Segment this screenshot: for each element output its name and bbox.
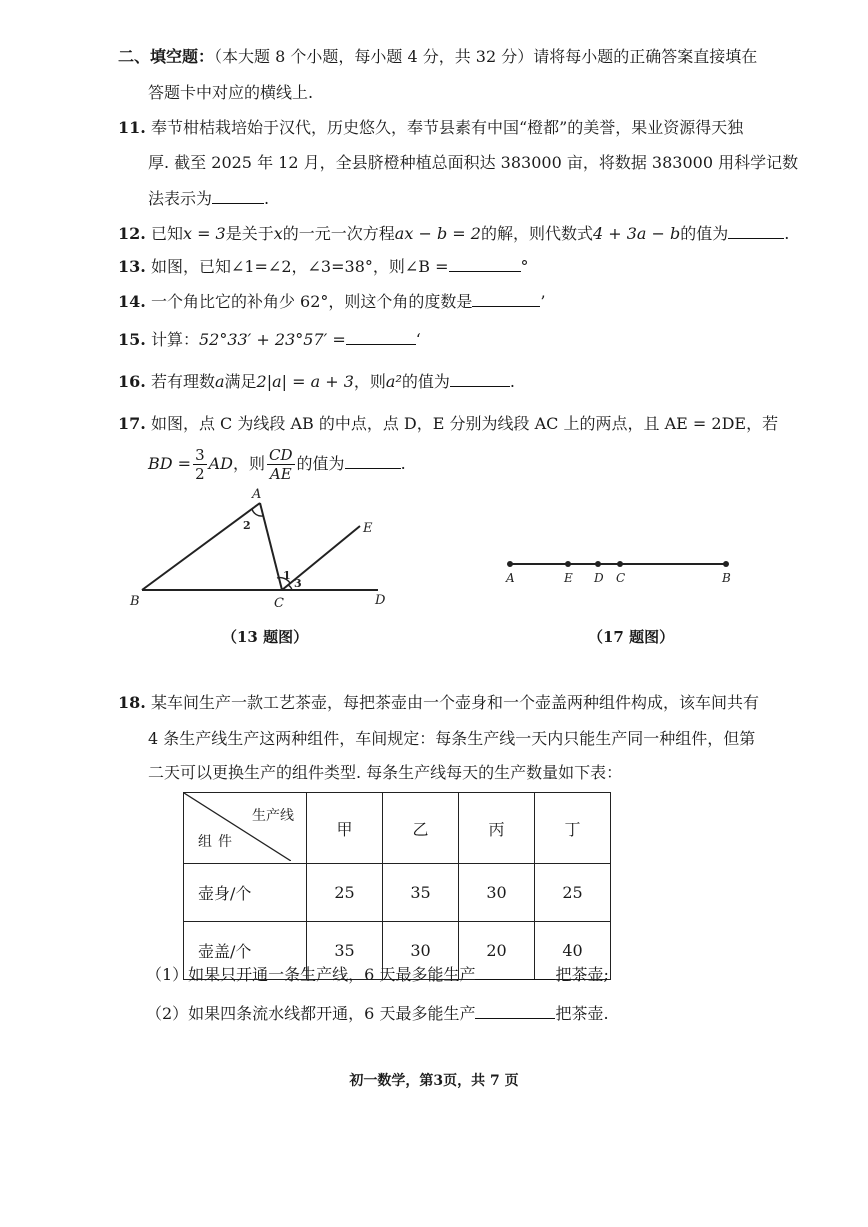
q17-number: 17. [118, 414, 146, 433]
q13-answer-blank[interactable] [449, 255, 521, 272]
q16-text3: ，则 [353, 372, 386, 391]
q11-line2: 厚. 截至 2025 年 12 月，全县脐橙种植总面积达 383000 亩，将数据 383000 用科学记数 [148, 153, 799, 172]
q18-sub2-end: 把茶壶. [555, 1004, 609, 1023]
q18-number: 18. [118, 693, 146, 712]
q17-answer-blank[interactable] [345, 452, 401, 469]
q15 [118, 328, 421, 351]
q18-sub1 [146, 963, 609, 986]
q16-end: . [509, 372, 515, 391]
q14-text: 一个角比它的补角少 62°，则这个角的度数是 [150, 292, 473, 311]
q16-math2: 2|a| = a + 3 [256, 372, 354, 391]
table-cell: 30 [459, 864, 535, 922]
angle-1-label: 1 [283, 569, 291, 582]
q18-sub2-text: （2）如果四条流水线都开通，6 天最多能生产 [146, 1004, 476, 1023]
q13-end: ° [520, 257, 529, 276]
q14-answer-blank[interactable] [472, 290, 540, 307]
table-cell: 40 [535, 922, 611, 980]
angle-3-label: 3 [294, 577, 302, 590]
table-cell: 25 [307, 864, 383, 922]
q17-fraction-3-2 [193, 446, 207, 483]
q17-frac1-top: 3 [195, 446, 205, 464]
q16-number: 16. [118, 372, 146, 391]
table-row [184, 864, 611, 922]
label-b: B [722, 571, 731, 585]
q12-end: . [784, 224, 790, 243]
q18-sub2-answer-blank[interactable] [475, 1002, 555, 1019]
q17-line2 [148, 444, 406, 484]
q17-bd: BD = [148, 454, 192, 473]
q17-text1: 如图，点 C 为线段 AB 的中点，点 D，E 分别为线段 AC 上的两点，且 AE = 2DE，若 [150, 414, 779, 433]
segment-ba [142, 503, 260, 590]
q16 [118, 370, 515, 393]
production-table [183, 792, 611, 980]
figure-13-diagram [120, 480, 400, 615]
q18-text1: 某车间生产一款工艺茶壶，每把茶壶由一个壶身和一个壶盖两种组件构成，该车间共有 [150, 693, 759, 712]
table-cell: 20 [459, 922, 535, 980]
q17-then: ，则 [233, 454, 266, 473]
label-b: B [130, 594, 140, 609]
q17-end: . [400, 454, 406, 473]
q14-end: ’ [540, 292, 546, 311]
figure-13-caption: （13 题图） [222, 628, 309, 646]
point-c [617, 561, 623, 567]
label-a: A [506, 571, 515, 585]
q14 [118, 290, 545, 313]
label-d: D [375, 593, 386, 608]
q18-sub2 [146, 1002, 609, 1025]
q18-line1 [118, 692, 759, 714]
point-d [595, 561, 601, 567]
q11-line3 [148, 187, 269, 210]
q12-text3: 的一元一次方程 [282, 224, 395, 243]
q12-text1: 已知 [150, 224, 183, 243]
q18-line2: 4 条生产线生产这两种组件，车间规定：每条生产线一天内只能生产同一种组件，但第 [148, 729, 756, 748]
q11-text1: 奉节柑桔栽培始于汉代，历史悠久，奉节县素有中国“橙都”的美誉，果业资源得天独 [150, 118, 744, 137]
table-row-label: 壶盖/个 [184, 922, 307, 980]
q17-line1 [118, 413, 778, 435]
q17-ad: AD [208, 454, 234, 473]
point-a [507, 561, 513, 567]
q15-text: 计算： [150, 330, 199, 349]
table-cell: 35 [383, 864, 459, 922]
q12-math2: x [273, 224, 283, 243]
point-e [565, 561, 571, 567]
q12-number: 12. [118, 224, 146, 243]
q12-math4: 4 + 3a − b [592, 224, 681, 243]
label-c: C [616, 571, 626, 585]
q16-math3: a² [385, 372, 402, 391]
label-c: C [274, 596, 284, 611]
figure-17-diagram [500, 550, 740, 590]
label-d: D [594, 571, 604, 585]
q12-math3: ax − b = 2 [394, 224, 481, 243]
label-e: E [564, 571, 573, 585]
q15-number: 15. [118, 330, 146, 349]
q11-end: . [264, 189, 270, 208]
section-header [118, 46, 757, 68]
q11-text3: 法表示为 [148, 189, 213, 208]
q14-number: 14. [118, 292, 146, 311]
q18-sub1-answer-blank[interactable] [475, 963, 555, 980]
q11-number: 11. [118, 118, 146, 137]
angle-2-label: 2 [243, 519, 251, 532]
table-row-label: 壶身/个 [184, 864, 307, 922]
q12-text4: 的解，则代数式 [480, 224, 593, 243]
table-cell: 30 [383, 922, 459, 980]
q12-math1: x = 3 [182, 224, 226, 243]
label-a: A [252, 487, 262, 502]
q12 [118, 222, 789, 245]
table-header-cell: 乙 [383, 793, 459, 864]
q15-answer-blank[interactable] [346, 328, 416, 345]
q16-math1: a [214, 372, 225, 391]
table-header-cell: 甲 [307, 793, 383, 864]
section-desc-line1: （本大题 8 个小题，每小题 4 分，共 32 分）请将每小题的正确答案直接填在 [214, 47, 758, 66]
q15-math: 52°33′ + 23°57′ = [198, 330, 346, 349]
q17-frac2-top: CD [269, 446, 293, 464]
corner-top-label: 生产线 [252, 808, 294, 824]
q13-number: 13. [118, 257, 146, 276]
table-header-cell: 丁 [535, 793, 611, 864]
q18-sub1-end: 把茶壶; [555, 965, 609, 984]
label-e: E [363, 521, 373, 536]
section-title: 二、填空题： [118, 47, 215, 66]
q16-answer-blank[interactable] [450, 370, 510, 387]
q12-text5: 的值为 [680, 224, 729, 243]
corner-bottom-label: 组件 [198, 834, 238, 850]
q13-text: 如图，已知∠1=∠2，∠3=38°，则∠B = [150, 257, 449, 276]
section-desc-line2: 答题卡中对应的横线上. [148, 83, 314, 102]
q12-answer-blank[interactable] [728, 222, 784, 239]
q13 [118, 255, 529, 278]
q16-text2: 满足 [224, 372, 257, 391]
q18-line3: 二天可以更换生产的组件类型. 每条生产线每天的生产数量如下表： [148, 763, 623, 782]
q15-end: ‘ [415, 330, 421, 349]
point-b [723, 561, 729, 567]
q12-text2: 是关于 [225, 224, 274, 243]
q16-text1: 若有理数 [150, 372, 215, 391]
q17-text-val: 的值为 [296, 454, 345, 473]
q17-frac1-bottom: 2 [195, 465, 205, 483]
q16-text4: 的值为 [401, 372, 450, 391]
table-header-cell: 丙 [459, 793, 535, 864]
table-cell: 35 [307, 922, 383, 980]
table-corner-cell [184, 793, 307, 864]
table-header-row [184, 793, 611, 864]
page-footer: 初一数学，第3页，共 7 页 [349, 1073, 519, 1089]
q11-answer-blank[interactable] [212, 187, 264, 204]
q17-fraction-cd-ae [267, 446, 295, 483]
q17-frac2-bottom: AE [269, 465, 292, 483]
q11-line1 [118, 117, 743, 139]
q18-sub1-text: （1）如果只开通一条生产线，6 天最多能生产 [146, 965, 476, 984]
segment-ac [260, 503, 282, 590]
table-cell: 25 [535, 864, 611, 922]
figure-17-caption: （17 题图） [588, 628, 675, 646]
